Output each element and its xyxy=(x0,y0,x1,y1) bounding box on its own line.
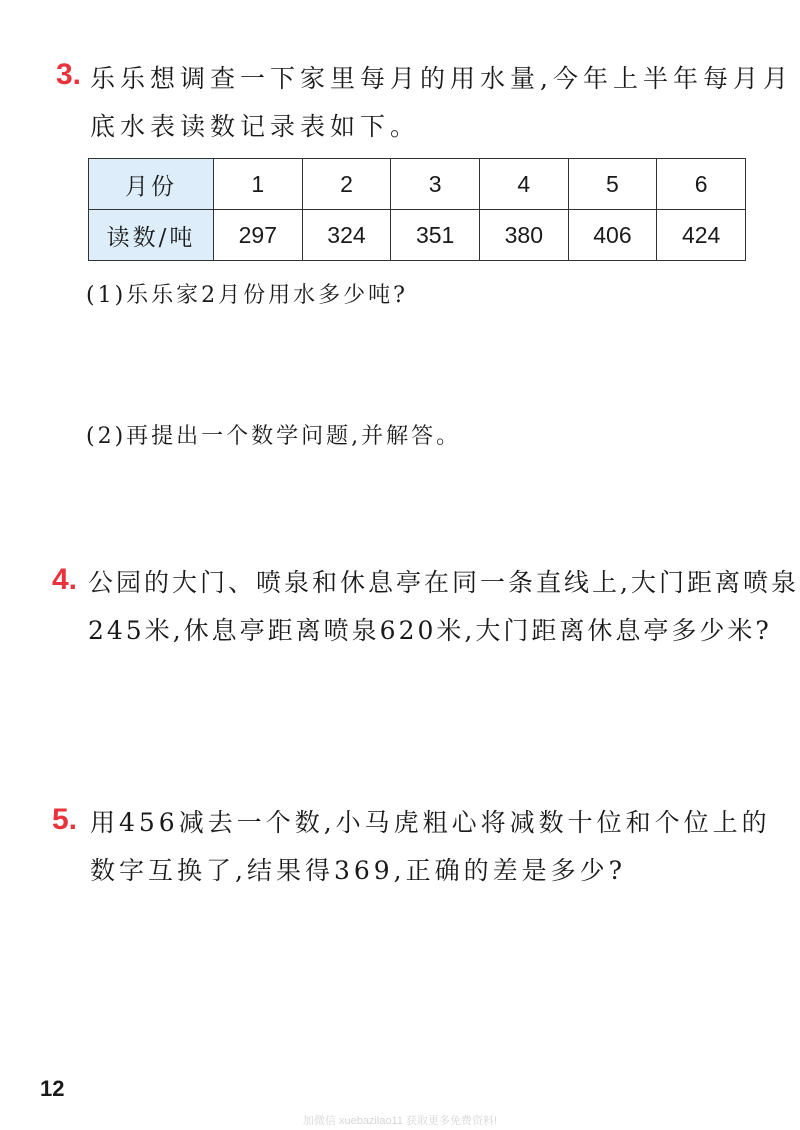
problem-text-line: 245米,休息亭距离喷泉620米,大门距离休息亭多少米? xyxy=(88,616,772,645)
sub-question-1: (1)乐乐家2月份用水多少吨? xyxy=(86,283,408,308)
page-number: 12 xyxy=(40,1076,65,1101)
table-cell: 5 xyxy=(568,159,657,210)
table-cell: 297 xyxy=(214,210,303,261)
table-cell: 2 xyxy=(302,159,391,210)
table-row xyxy=(89,159,746,210)
problem-text-line: 公园的大门、喷泉和休息亭在同一条直线上,大门距离喷泉 xyxy=(88,568,799,597)
problem-number: 4. xyxy=(52,563,78,596)
table-header-reading: 读数/吨 xyxy=(89,210,214,261)
table-cell: 6 xyxy=(657,159,746,210)
table-header-month: 月份 xyxy=(89,159,214,210)
water-meter-table xyxy=(88,158,746,261)
table-cell: 406 xyxy=(568,210,657,261)
table-cell: 380 xyxy=(479,210,568,261)
table-row xyxy=(89,210,746,261)
problem-text-line: 用456减去一个数,小马虎粗心将减数十位和个位上的 xyxy=(90,808,771,837)
table-cell: 1 xyxy=(214,159,303,210)
problem-number: 3. xyxy=(56,58,82,91)
table-cell: 3 xyxy=(391,159,480,210)
problem-number: 5. xyxy=(52,803,78,836)
problem-text-line: 底水表读数记录表如下。 xyxy=(90,112,421,141)
watermark-text: 加微信 xuebazilao11 获取更多免费资料! xyxy=(302,1115,498,1127)
table-cell: 4 xyxy=(479,159,568,210)
problem-text-line: 乐乐想调查一下家里每月的用水量,今年上半年每月月 xyxy=(90,64,793,93)
sub-question-2: (2)再提出一个数学问题,并解答。 xyxy=(86,424,462,449)
table-cell: 351 xyxy=(391,210,480,261)
table-cell: 424 xyxy=(657,210,746,261)
problem-text-line: 数字互换了,结果得369,正确的差是多少? xyxy=(90,856,627,885)
table-cell: 324 xyxy=(302,210,391,261)
